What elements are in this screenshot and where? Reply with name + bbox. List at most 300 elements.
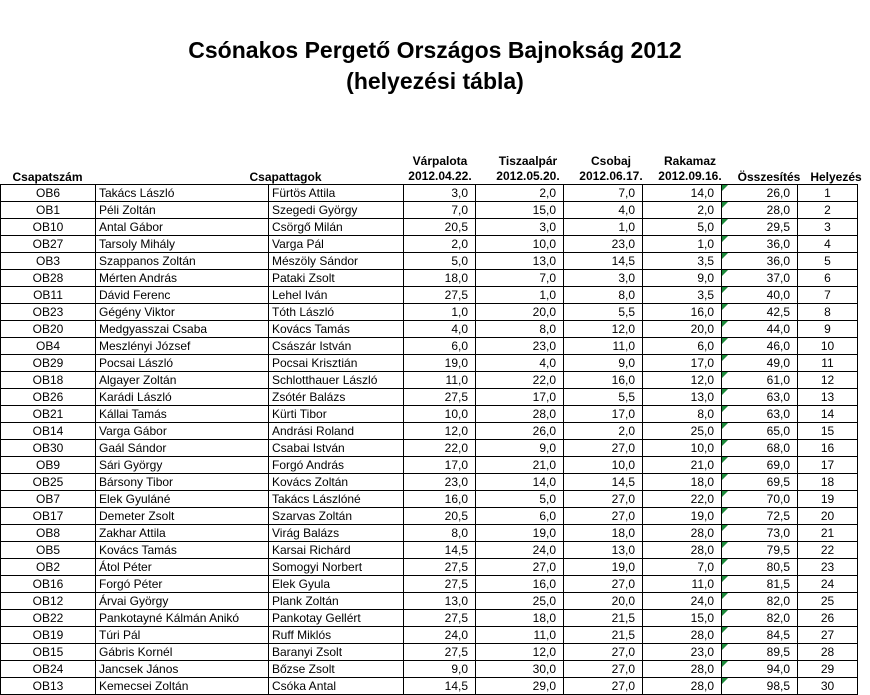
team-no-cell: OB12: [1, 593, 96, 610]
table-row: [1, 678, 858, 695]
table-row: [1, 338, 858, 355]
round2-cell: 7,0: [476, 270, 564, 287]
round4-cell: 28,0: [643, 627, 722, 644]
member2-cell: Csóka Antal: [269, 678, 404, 695]
member2-cell: Szarvas Zoltán: [269, 508, 404, 525]
round4-cell: 14,0: [643, 185, 722, 202]
member2-cell: Ruff Miklós: [269, 627, 404, 644]
round2-cell: 3,0: [476, 219, 564, 236]
round3-cell: 27,0: [564, 508, 643, 525]
member1-cell: Karádi László: [96, 389, 269, 406]
round3-cell: 12,0: [564, 321, 643, 338]
round4-cell: 28,0: [643, 661, 722, 678]
round3-cell: 27,0: [564, 678, 643, 695]
round3-cell: 8,0: [564, 287, 643, 304]
member1-cell: Mérten András: [96, 270, 269, 287]
rank-cell: 5: [798, 253, 858, 270]
team-no-cell: OB22: [1, 610, 96, 627]
round1-cell: 27,5: [404, 287, 476, 304]
table-row: [1, 355, 858, 372]
round3-cell: 27,0: [564, 576, 643, 593]
round2-cell: 19,0: [476, 525, 564, 542]
member1-cell: Gégény Viktor: [96, 304, 269, 321]
table-row: [1, 457, 858, 474]
table-row: [1, 542, 858, 559]
table-row: [1, 202, 858, 219]
total-cell: 89,5: [722, 644, 798, 661]
team-no-cell: OB6: [1, 185, 96, 202]
member1-cell: Pankotayné Kálmán Anikó: [96, 610, 269, 627]
round4-cell: 9,0: [643, 270, 722, 287]
rank-cell: 21: [798, 525, 858, 542]
table-row: [1, 372, 858, 389]
round2-cell: 21,0: [476, 457, 564, 474]
total-cell: 36,0: [722, 253, 798, 270]
member2-cell: Csabai István: [269, 440, 404, 457]
rank-cell: 27: [798, 627, 858, 644]
total-cell: 36,0: [722, 236, 798, 253]
table-row: [1, 304, 858, 321]
round1-cell: 20,5: [404, 508, 476, 525]
member1-cell: Kovács Tamás: [96, 542, 269, 559]
table-row: [1, 287, 858, 304]
total-cell: 42,5: [722, 304, 798, 321]
total-cell: 63,0: [722, 389, 798, 406]
round4-cell: 6,0: [643, 338, 722, 355]
member2-cell: Kovács Tamás: [269, 321, 404, 338]
rank-cell: 15: [798, 423, 858, 440]
member1-cell: Kállai Tamás: [96, 406, 269, 423]
team-no-cell: OB21: [1, 406, 96, 423]
round3-cell: 7,0: [564, 185, 643, 202]
total-cell: 84,5: [722, 627, 798, 644]
round3-cell: 19,0: [564, 559, 643, 576]
table-row: [1, 661, 858, 678]
header-round3-date: 2012.06.17.: [579, 169, 643, 183]
member2-cell: Pocsai Krisztián: [269, 355, 404, 372]
round4-cell: 17,0: [643, 355, 722, 372]
table-row: [1, 610, 858, 627]
round3-cell: 20,0: [564, 593, 643, 610]
rank-cell: 7: [798, 287, 858, 304]
member2-cell: Fürtös Attila: [269, 185, 404, 202]
round3-cell: 23,0: [564, 236, 643, 253]
round2-cell: 1,0: [476, 287, 564, 304]
team-no-cell: OB10: [1, 219, 96, 236]
round4-cell: 21,0: [643, 457, 722, 474]
team-no-cell: OB15: [1, 644, 96, 661]
team-no-cell: OB27: [1, 236, 96, 253]
rank-cell: 20: [798, 508, 858, 525]
total-cell: 70,0: [722, 491, 798, 508]
round1-cell: 24,0: [404, 627, 476, 644]
round1-cell: 27,5: [404, 389, 476, 406]
round3-cell: 27,0: [564, 491, 643, 508]
team-no-cell: OB16: [1, 576, 96, 593]
member1-cell: Meszlényi József: [96, 338, 269, 355]
team-no-cell: OB19: [1, 627, 96, 644]
member2-cell: Karsai Richárd: [269, 542, 404, 559]
round3-cell: 17,0: [564, 406, 643, 423]
round1-cell: 1,0: [404, 304, 476, 321]
table-row: [1, 270, 858, 287]
round2-cell: 20,0: [476, 304, 564, 321]
team-no-cell: OB2: [1, 559, 96, 576]
rank-cell: 25: [798, 593, 858, 610]
member2-cell: Schlotthauer László: [269, 372, 404, 389]
member1-cell: Pocsai László: [96, 355, 269, 372]
total-cell: 26,0: [722, 185, 798, 202]
rank-cell: 23: [798, 559, 858, 576]
total-cell: 73,0: [722, 525, 798, 542]
member1-cell: Zakhar Attila: [96, 525, 269, 542]
round1-cell: 27,5: [404, 559, 476, 576]
header-round1-date: 2012.04.22.: [408, 169, 472, 183]
member1-cell: Túri Pál: [96, 627, 269, 644]
round2-cell: 28,0: [476, 406, 564, 423]
round3-cell: 5,5: [564, 389, 643, 406]
round3-cell: 13,0: [564, 542, 643, 559]
rank-cell: 22: [798, 542, 858, 559]
table-row: [1, 236, 858, 253]
rank-cell: 10: [798, 338, 858, 355]
member1-cell: Gábris Kornél: [96, 644, 269, 661]
rank-cell: 26: [798, 610, 858, 627]
member2-cell: Pataki Zsolt: [269, 270, 404, 287]
team-no-cell: OB26: [1, 389, 96, 406]
table-row: [1, 253, 858, 270]
round3-cell: 21,5: [564, 610, 643, 627]
round4-cell: 1,0: [643, 236, 722, 253]
round1-cell: 8,0: [404, 525, 476, 542]
member1-cell: Szappanos Zoltán: [96, 253, 269, 270]
rank-cell: 28: [798, 644, 858, 661]
rank-cell: 3: [798, 219, 858, 236]
total-cell: 69,5: [722, 474, 798, 491]
total-cell: 82,0: [722, 610, 798, 627]
round2-cell: 25,0: [476, 593, 564, 610]
round1-cell: 27,5: [404, 610, 476, 627]
round4-cell: 3,5: [643, 287, 722, 304]
table-row: [1, 627, 858, 644]
member1-cell: Péli Zoltán: [96, 202, 269, 219]
member1-cell: Elek Gyuláné: [96, 491, 269, 508]
round2-cell: 2,0: [476, 185, 564, 202]
round1-cell: 16,0: [404, 491, 476, 508]
team-no-cell: OB3: [1, 253, 96, 270]
round2-cell: 29,0: [476, 678, 564, 695]
total-cell: 82,0: [722, 593, 798, 610]
total-cell: 49,0: [722, 355, 798, 372]
total-cell: 40,0: [722, 287, 798, 304]
round4-cell: 11,0: [643, 576, 722, 593]
rank-cell: 12: [798, 372, 858, 389]
round3-cell: 2,0: [564, 423, 643, 440]
round4-cell: 13,0: [643, 389, 722, 406]
table-row: [1, 576, 858, 593]
header-total: Összesítés: [737, 170, 801, 184]
round4-cell: 5,0: [643, 219, 722, 236]
rank-cell: 2: [798, 202, 858, 219]
total-cell: 98,5: [722, 678, 798, 695]
table-row: [1, 185, 858, 202]
rank-cell: 11: [798, 355, 858, 372]
member2-cell: Tóth László: [269, 304, 404, 321]
round4-cell: 10,0: [643, 440, 722, 457]
round2-cell: 4,0: [476, 355, 564, 372]
member2-cell: Szegedi György: [269, 202, 404, 219]
member1-cell: Antal Gábor: [96, 219, 269, 236]
round1-cell: 19,0: [404, 355, 476, 372]
member1-cell: Bársony Tibor: [96, 474, 269, 491]
round2-cell: 15,0: [476, 202, 564, 219]
round2-cell: 17,0: [476, 389, 564, 406]
table-row: [1, 474, 858, 491]
member2-cell: Mészöly Sándor: [269, 253, 404, 270]
table-row: [1, 219, 858, 236]
member2-cell: Zsótér Balázs: [269, 389, 404, 406]
round1-cell: 27,5: [404, 576, 476, 593]
round4-cell: 2,0: [643, 202, 722, 219]
ranking-table: [0, 184, 858, 695]
round1-cell: 7,0: [404, 202, 476, 219]
table-row: [1, 440, 858, 457]
round3-cell: 21,5: [564, 627, 643, 644]
rank-cell: 29: [798, 661, 858, 678]
member2-cell: Bőzse Zsolt: [269, 661, 404, 678]
total-cell: 81,5: [722, 576, 798, 593]
member1-cell: Tarsoly Mihály: [96, 236, 269, 253]
team-no-cell: OB11: [1, 287, 96, 304]
table-row: [1, 406, 858, 423]
team-no-cell: OB18: [1, 372, 96, 389]
page-edge: [866, 0, 870, 695]
header-round2-date: 2012.05.20.: [496, 169, 560, 183]
round2-cell: 10,0: [476, 236, 564, 253]
table-row: [1, 508, 858, 525]
round1-cell: 22,0: [404, 440, 476, 457]
total-cell: 46,0: [722, 338, 798, 355]
header-members: Csapattagok: [249, 170, 322, 184]
round4-cell: 22,0: [643, 491, 722, 508]
rank-cell: 13: [798, 389, 858, 406]
member1-cell: Algayer Zoltán: [96, 372, 269, 389]
round1-cell: 23,0: [404, 474, 476, 491]
round3-cell: 5,5: [564, 304, 643, 321]
round2-cell: 8,0: [476, 321, 564, 338]
member1-cell: Medgyasszai Csaba: [96, 321, 269, 338]
header-round3-name: Csobaj: [590, 154, 631, 168]
member2-cell: Forgó András: [269, 457, 404, 474]
table-row: [1, 593, 858, 610]
header-round4-date: 2012.09.16.: [658, 169, 722, 183]
round2-cell: 16,0: [476, 576, 564, 593]
round2-cell: 12,0: [476, 644, 564, 661]
round4-cell: 8,0: [643, 406, 722, 423]
header-rank: Helyezés: [810, 170, 862, 184]
team-no-cell: OB1: [1, 202, 96, 219]
round2-cell: 24,0: [476, 542, 564, 559]
round3-cell: 4,0: [564, 202, 643, 219]
member2-cell: Csörgő Milán: [269, 219, 404, 236]
round3-cell: 14,5: [564, 474, 643, 491]
round4-cell: 28,0: [643, 525, 722, 542]
total-cell: 37,0: [722, 270, 798, 287]
round3-cell: 18,0: [564, 525, 643, 542]
round2-cell: 27,0: [476, 559, 564, 576]
header-round1-name: Várpalota: [412, 154, 468, 168]
round1-cell: 5,0: [404, 253, 476, 270]
member2-cell: Somogyi Norbert: [269, 559, 404, 576]
round2-cell: 26,0: [476, 423, 564, 440]
round1-cell: 10,0: [404, 406, 476, 423]
round4-cell: 18,0: [643, 474, 722, 491]
total-cell: 29,5: [722, 219, 798, 236]
round1-cell: 3,0: [404, 185, 476, 202]
round2-cell: 23,0: [476, 338, 564, 355]
round2-cell: 30,0: [476, 661, 564, 678]
table-row: [1, 559, 858, 576]
team-no-cell: OB29: [1, 355, 96, 372]
round4-cell: 28,0: [643, 542, 722, 559]
team-no-cell: OB28: [1, 270, 96, 287]
table-row: [1, 423, 858, 440]
team-no-cell: OB9: [1, 457, 96, 474]
round1-cell: 12,0: [404, 423, 476, 440]
round2-cell: 5,0: [476, 491, 564, 508]
team-no-cell: OB20: [1, 321, 96, 338]
member2-cell: Plank Zoltán: [269, 593, 404, 610]
round4-cell: 20,0: [643, 321, 722, 338]
round3-cell: 1,0: [564, 219, 643, 236]
member2-cell: Kürti Tibor: [269, 406, 404, 423]
member1-cell: Átol Péter: [96, 559, 269, 576]
round3-cell: 27,0: [564, 661, 643, 678]
rank-cell: 8: [798, 304, 858, 321]
round2-cell: 14,0: [476, 474, 564, 491]
member1-cell: Gaál Sándor: [96, 440, 269, 457]
round4-cell: 15,0: [643, 610, 722, 627]
team-no-cell: OB4: [1, 338, 96, 355]
round4-cell: 23,0: [643, 644, 722, 661]
round2-cell: 22,0: [476, 372, 564, 389]
round1-cell: 17,0: [404, 457, 476, 474]
member2-cell: Kovács Zoltán: [269, 474, 404, 491]
table-row: [1, 525, 858, 542]
member2-cell: Pankotay Gellért: [269, 610, 404, 627]
round1-cell: 14,5: [404, 678, 476, 695]
team-no-cell: OB24: [1, 661, 96, 678]
round1-cell: 6,0: [404, 338, 476, 355]
team-no-cell: OB8: [1, 525, 96, 542]
round3-cell: 27,0: [564, 644, 643, 661]
round2-cell: 13,0: [476, 253, 564, 270]
total-cell: 68,0: [722, 440, 798, 457]
team-no-cell: OB5: [1, 542, 96, 559]
member1-cell: Jancsek János: [96, 661, 269, 678]
header-team-no: Csapatszám: [12, 170, 83, 184]
round4-cell: 7,0: [643, 559, 722, 576]
total-cell: 79,5: [722, 542, 798, 559]
round1-cell: 11,0: [404, 372, 476, 389]
total-cell: 63,0: [722, 406, 798, 423]
round2-cell: 18,0: [476, 610, 564, 627]
round1-cell: 18,0: [404, 270, 476, 287]
rank-cell: 14: [798, 406, 858, 423]
round4-cell: 25,0: [643, 423, 722, 440]
rank-cell: 16: [798, 440, 858, 457]
round1-cell: 4,0: [404, 321, 476, 338]
round4-cell: 24,0: [643, 593, 722, 610]
rank-cell: 19: [798, 491, 858, 508]
member2-cell: Császár István: [269, 338, 404, 355]
member2-cell: Baranyi Zsolt: [269, 644, 404, 661]
member1-cell: Árvai György: [96, 593, 269, 610]
rank-cell: 17: [798, 457, 858, 474]
rank-cell: 6: [798, 270, 858, 287]
team-no-cell: OB14: [1, 423, 96, 440]
rank-cell: 18: [798, 474, 858, 491]
team-no-cell: OB17: [1, 508, 96, 525]
member2-cell: Elek Gyula: [269, 576, 404, 593]
table-row: [1, 644, 858, 661]
header-round4-name: Rakamaz: [663, 154, 717, 168]
total-cell: 69,0: [722, 457, 798, 474]
rank-cell: 4: [798, 236, 858, 253]
round4-cell: 28,0: [643, 678, 722, 695]
round3-cell: 3,0: [564, 270, 643, 287]
round4-cell: 16,0: [643, 304, 722, 321]
member2-cell: Varga Pál: [269, 236, 404, 253]
member2-cell: Andrási Roland: [269, 423, 404, 440]
member2-cell: Virág Balázs: [269, 525, 404, 542]
round3-cell: 10,0: [564, 457, 643, 474]
round2-cell: 6,0: [476, 508, 564, 525]
team-no-cell: OB7: [1, 491, 96, 508]
rank-cell: 1: [798, 185, 858, 202]
total-cell: 28,0: [722, 202, 798, 219]
header-round2-name: Tiszaalpár: [498, 154, 558, 168]
round4-cell: 3,5: [643, 253, 722, 270]
page-title: Csónakos Pergető Országos Bajnokság 2012: [188, 37, 682, 63]
table-row: [1, 491, 858, 508]
table-row: [1, 389, 858, 406]
member1-cell: Takács László: [96, 185, 269, 202]
page-subtitle: (helyezési tábla): [346, 68, 524, 94]
round1-cell: 13,0: [404, 593, 476, 610]
round2-cell: 9,0: [476, 440, 564, 457]
round1-cell: 9,0: [404, 661, 476, 678]
member1-cell: Sári György: [96, 457, 269, 474]
round3-cell: 11,0: [564, 338, 643, 355]
member1-cell: Demeter Zsolt: [96, 508, 269, 525]
rank-cell: 9: [798, 321, 858, 338]
team-no-cell: OB13: [1, 678, 96, 695]
round1-cell: 14,5: [404, 542, 476, 559]
member1-cell: Kemecsei Zoltán: [96, 678, 269, 695]
round3-cell: 27,0: [564, 440, 643, 457]
member1-cell: Varga Gábor: [96, 423, 269, 440]
rank-cell: 24: [798, 576, 858, 593]
round1-cell: 2,0: [404, 236, 476, 253]
total-cell: 65,0: [722, 423, 798, 440]
member1-cell: Dávid Ferenc: [96, 287, 269, 304]
total-cell: 61,0: [722, 372, 798, 389]
team-no-cell: OB30: [1, 440, 96, 457]
round1-cell: 20,5: [404, 219, 476, 236]
table-row: [1, 321, 858, 338]
total-cell: 72,5: [722, 508, 798, 525]
